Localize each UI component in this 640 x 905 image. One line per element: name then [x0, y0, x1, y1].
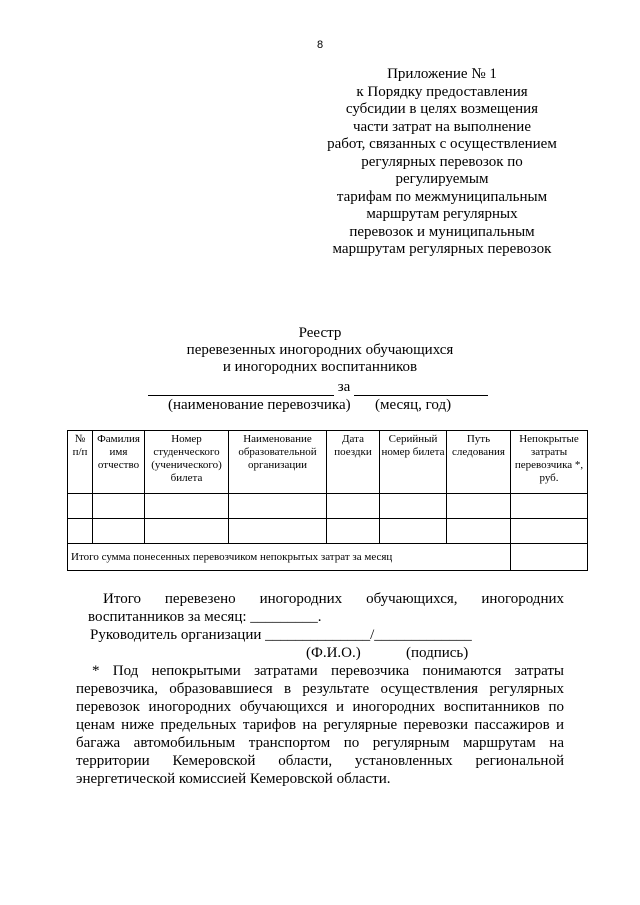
table-cell — [327, 519, 380, 544]
table-cell — [145, 494, 229, 519]
appendix-line: тарифам по межмуниципальным — [336, 188, 548, 205]
table-cell — [511, 494, 588, 519]
table-cell — [229, 494, 327, 519]
table-cell — [145, 519, 229, 544]
table-cell — [511, 519, 588, 544]
table-cell — [229, 519, 327, 544]
column-header: № п/п — [68, 431, 93, 494]
head-signature-line: Руководитель организации ______________/_____________ — [90, 627, 472, 643]
appendix-line: к Порядку предоставления — [356, 83, 528, 100]
column-header: Непокрытые затраты перевозчика *, руб. — [511, 431, 588, 494]
signature-caption: (подпись) — [406, 645, 469, 661]
period-caption: (месяц, год) — [375, 397, 452, 413]
footnote-line: * Под непокрытыми затратами перевозчика понимаются затраты — [92, 663, 564, 679]
appendix-line: перевозок и муниципальным — [349, 223, 535, 240]
column-header: Номер студенческого (ученического) билета — [145, 431, 229, 494]
footnote-line: перевозок иногородних обучающихся и иногородних воспитанников по — [76, 699, 564, 715]
appendix-line: регулируемым — [395, 171, 489, 187]
appendix-line: маршрутам регулярных перевозок — [332, 241, 552, 257]
footnote-line: перевозчика, образовавшиеся в результате осуществления регулярных — [76, 681, 564, 697]
registry-title — [0, 325, 640, 376]
table-cell — [93, 494, 145, 519]
total-label: Итого сумма понесенных перевозчиком непокрытых затрат за месяц — [68, 544, 511, 571]
total-transported-line: Итого перевезено иногородних обучающихся, иногородних — [103, 591, 564, 607]
table-row — [68, 519, 588, 544]
appendix-line: маршрутам регулярных — [366, 206, 518, 222]
table-cell — [380, 519, 447, 544]
column-header: Серийный номер билета — [380, 431, 447, 494]
table-total-row — [68, 544, 588, 571]
footnote-line: багажа автомобильным транспортом по регулярным маршрутам на — [76, 735, 564, 751]
total-transported-line: воспитанников за месяц: _________. — [88, 609, 322, 625]
table-cell — [93, 519, 145, 544]
registry-title-line: и иногородних воспитанников — [222, 359, 418, 375]
table-cell — [68, 519, 93, 544]
period-blank — [354, 381, 488, 396]
page-number: 8 — [316, 39, 324, 51]
footnote-line: энергетической комиссией Кемеровской области. — [76, 771, 391, 787]
table-row — [68, 494, 588, 519]
appendix-line: Приложение № 1 — [387, 66, 497, 82]
registry-table — [67, 430, 588, 571]
column-header: Дата поездки — [327, 431, 380, 494]
total-value-cell — [511, 544, 588, 571]
registry-title-line: перевезенных иногородних обучающихся — [186, 342, 454, 358]
carrier-name-blank — [148, 381, 334, 396]
table-cell — [380, 494, 447, 519]
carrier-period-line — [148, 379, 568, 396]
appendix-line: субсидии в целях возмещения — [345, 101, 539, 117]
appendix-header — [310, 66, 574, 259]
table-cell — [447, 494, 511, 519]
table-header-row — [68, 431, 588, 494]
table-cell — [68, 494, 93, 519]
footnote-line: ценам ниже предельных тарифов на регулярные перевозки пассажиров и — [76, 717, 564, 733]
column-header: Путь следования — [447, 431, 511, 494]
table-cell — [447, 519, 511, 544]
carrier-caption: (наименование перевозчика) — [168, 397, 351, 413]
fio-caption: (Ф.И.О.) — [306, 645, 361, 661]
table-cell — [327, 494, 380, 519]
appendix-line: регулярных перевозок по — [361, 153, 523, 170]
za-label: за — [337, 379, 351, 395]
column-header: Фамилия имя отчество — [93, 431, 145, 494]
registry-title-line: Реестр — [298, 325, 342, 341]
appendix-line: работ, связанных с осуществлением — [327, 136, 557, 152]
footnote-line: территории Кемеровской области, установленных региональной — [76, 753, 564, 769]
column-header: Наименование образовательной организации — [229, 431, 327, 494]
appendix-line: части затрат на выполнение — [352, 118, 531, 135]
